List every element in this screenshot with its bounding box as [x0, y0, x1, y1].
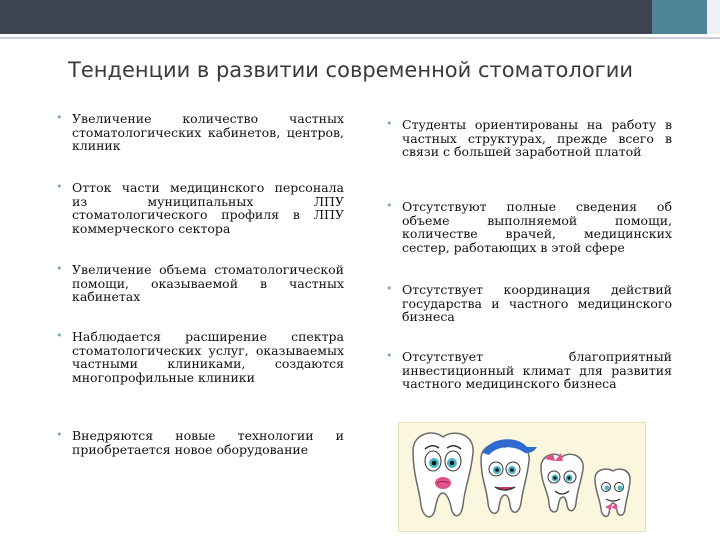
list-item [56, 329, 344, 385]
bullet-marker: • [56, 428, 63, 441]
list-item [56, 180, 344, 236]
list-item-text: Наблюдается расширение спектра стоматологических услуг, оказываемых частными клиниками, создаются многопрофильные клиники [72, 329, 344, 385]
banner-dark-bar [0, 0, 652, 34]
teeth-illustration [398, 422, 646, 532]
list-item [386, 117, 672, 160]
bullet-marker: • [56, 180, 63, 193]
list-item-text: Отсутствует благоприятный инвестиционный климат для развития частного медицинского бизнеса [402, 349, 672, 392]
bullet-marker: • [386, 349, 393, 362]
bullet-marker: • [56, 262, 63, 275]
bullet-marker: • [386, 117, 393, 130]
list-item [386, 282, 672, 325]
bullet-marker: • [56, 329, 63, 342]
bullet-marker: • [56, 111, 63, 124]
top-banner [0, 0, 720, 40]
list-item-text: Студенты ориентированы на работу в частных структурах, прежде всего в связи с большей заработной платой [402, 117, 672, 160]
list-item-text: Увеличение объема стоматологической помощи, оказываемой в частных кабинетах [72, 262, 344, 305]
list-item [56, 262, 344, 305]
bullet-marker: • [386, 199, 393, 212]
list-item [386, 199, 672, 255]
banner-accent-block [652, 0, 707, 34]
list-item [56, 111, 344, 154]
list-item [56, 428, 344, 457]
bullet-marker: • [386, 282, 393, 295]
slide-title: Тенденции в развитии современной стоматологии [68, 58, 633, 82]
list-item-text: Отток части медицинского персонала из муниципальных ЛПУ стоматологического профиля в ЛПУ коммерческого сектора [72, 180, 344, 236]
list-item-text: Внедряются новые технологии и приобретается новое оборудование [72, 428, 344, 457]
cartoon-teeth-family-icon [399, 423, 645, 531]
list-item-text: Отсутствуют полные сведения об объеме выполняемой помощи, количестве врачей, медицинских сестер, работающих в этой сфере [402, 199, 672, 255]
list-item [386, 349, 672, 392]
list-item-text: Увеличение количество частных стоматологических кабинетов, центров, клиник [72, 111, 344, 154]
banner-divider [0, 37, 720, 39]
list-item-text: Отсутствует координация действий государства и частного медицинского бизнеса [402, 282, 672, 325]
